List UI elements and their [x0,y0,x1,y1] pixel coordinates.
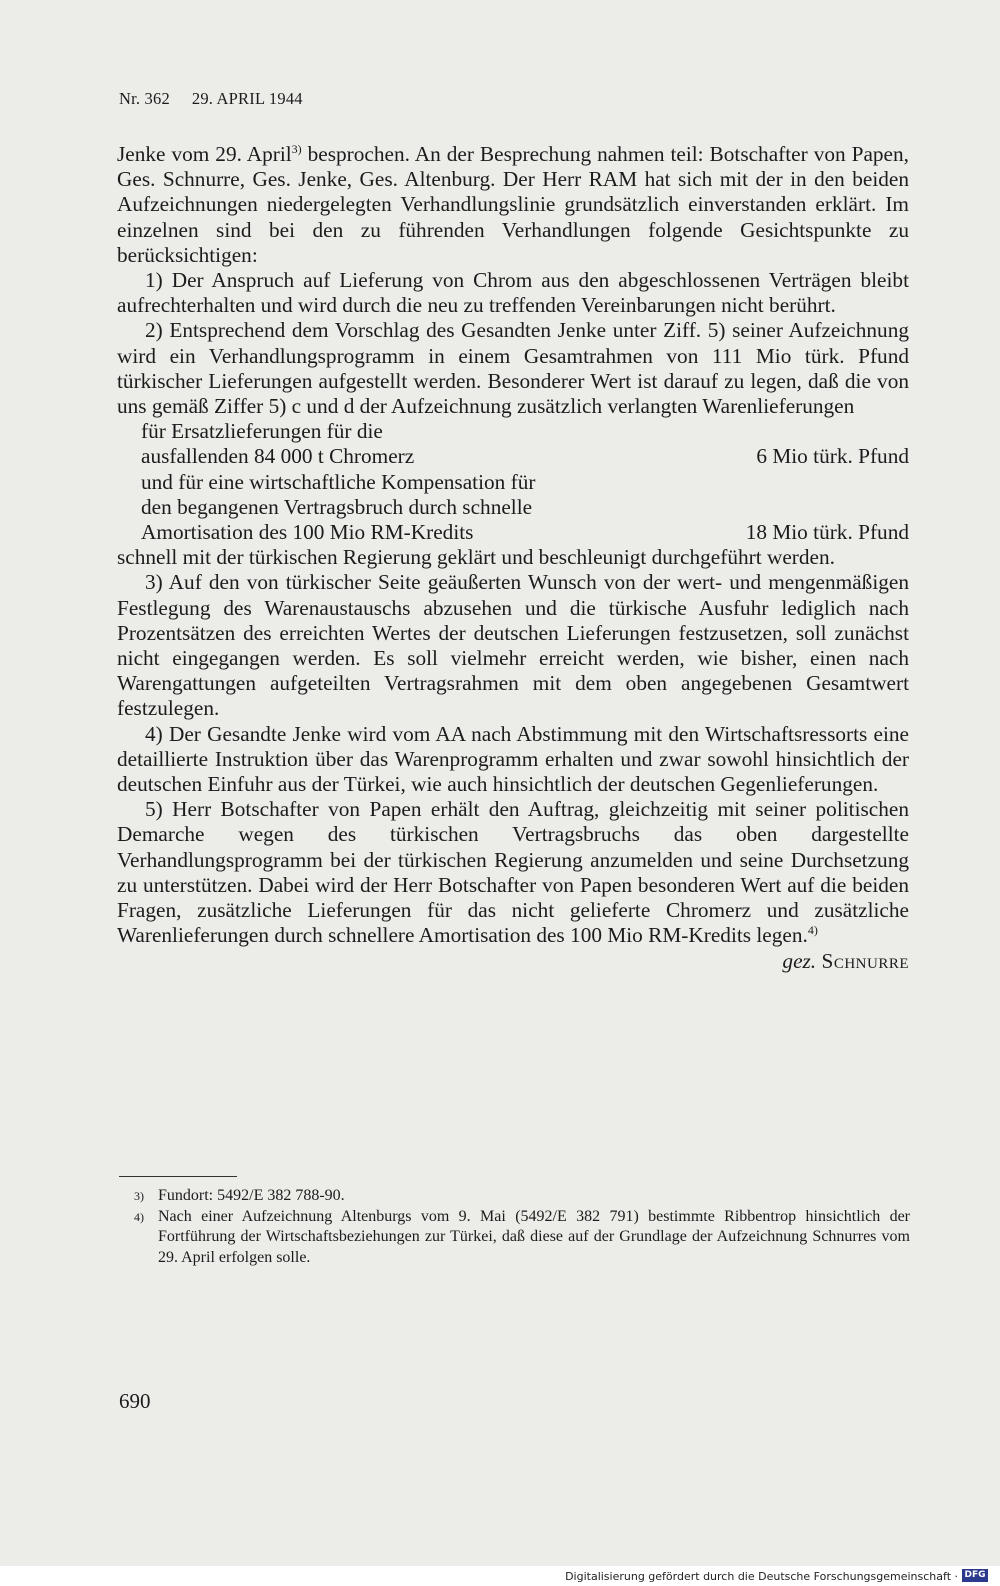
page-number: 690 [119,1389,151,1413]
paragraph: schnell mit der türkischen Regierung geklärt und beschleunigt durchgeführt werden. [117,545,835,570]
paragraph-text: besprochen. An der Besprechung nahmen teil: Botschafter von Papen, Ges. Schnurre, Ges. Jenke, Ges. Altenburg. Der Herr RAM hat sich mit der in den beiden Aufzeichnungen niedergelegten Verhandlungslinie grundsätzlich einverstanden erklärt. Im einzelnen sind bei den zu führenden Verhandlungen folgende Gesichtspunkte zu berücksichtigen: [117,142,909,267]
list-item-label: Amortisation des 100 Mio RM-Kredits [141,520,474,545]
footnote-mark: 3) [134,1189,144,1203]
list-item: für Ersatzlieferungen für die [141,419,383,444]
paragraph: 3) Auf den von türkischer Seite geäußerten Wunsch von der wert- und mengenmäßigen Festlegung des Warenaustauschs abzusehen und die türkische Ausfuhr lediglich nach Prozentsätzen des erreichten Wertes der deutschen Lieferungen festzusetzen, soll zunächst nicht eingegangen werden. Es soll vielmehr erreicht werden, wie bisher, einen nach Warengattungen aufgeteilten Vertragsrahmen mit dem oben angegebenen Gesamtwert festzulegen. [117,570,909,721]
footnote-text: Fundort: 5492/E 382 788-90. [158,1187,345,1204]
footnote-divider [119,1176,237,1177]
signature-name: Schnurre [821,948,909,973]
running-head [119,89,303,109]
paragraph-text: 5) Herr Botschafter von Papen erhält den Auftrag, gleichzeitig mit seiner politischen Demarche wegen des türkischen Vertragsbruchs das oben dargestellte Verhandlungsprogramm bei der türkischen Regierung anzumelden und seine Durchsetzung zu unterstützen. Dabei wird der Herr Botschafter von Papen besonderen Wert auf die beiden Fragen, zusätzliche Lieferungen für das nicht gelieferte Chromerz und zusätzliche Warenlieferungen durch schnellere Amortisation des 100 Mio RM-Kredits legen. [117,797,909,948]
footnotes [134,1186,910,1268]
list-item [117,444,909,469]
footnote [134,1207,910,1269]
list-item-amount: 6 Mio türk. Pfund [756,444,909,469]
footnote-ref[interactable]: 3) [291,142,302,156]
document-number: Nr. 362 [119,89,170,108]
document-date: 29. APRIL 1944 [191,89,303,108]
list-item: und für eine wirtschaftliche Kompensation für [141,469,536,494]
footer-credit: Digitalisierung gefördert durch die Deutsche Forschungsgemeinschaft · [565,1570,958,1583]
list-item [117,520,909,545]
list-item-label: ausfallenden 84 000 t Chromerz [141,444,415,469]
list-item: den begangenen Vertragsbruch durch schnelle [141,494,533,519]
paragraph: 2) Entsprechend dem Vorschlag des Gesandten Jenke unter Ziff. 5) seiner Aufzeichnung wird ein Verhandlungsprogramm in einem Gesamtrahmen von 111 Mio türk. Pfund türkischer Lieferungen aufgestellt werden. Besonderer Wert ist darauf zu legen, daß die von uns gemäß Ziffer 5) c und d der Aufzeichnung zusätzlich verlangten Warenlieferungen [117,318,909,419]
paragraph-text: Jenke vom 29. April [117,142,292,166]
paragraph: 4) Der Gesandte Jenke wird vom AA nach Abstimmung mit den Wirtschaftsressorts eine detaillierte Instruktion über das Warenprogramm erhalten und zwar sowohl hinsichtlich der deutschen Einfuhr aus der Türkei, wie auch hinsichtlich der deutschen Gegenlieferungen. [117,721,909,797]
paragraph [117,797,909,948]
paragraph: 1) Der Anspruch auf Lieferung von Chrom aus den abgeschlossenen Verträgen bleibt aufrechterhalten und wird durch die neu zu treffenden Vereinbarungen nicht berührt. [117,268,909,318]
footnote-text: Nach einer Aufzeichnung Altenburgs vom 9. Mai (5492/E 382 791) bestimmte Ribbentrop hinsichtlich der Fortführung der Wirtschaftsbeziehungen zur Türkei, daß diese auf der Grundlage der Aufzeichnung Schnurres vom 29. April erfolgen solle. [158,1207,910,1266]
footnote-ref[interactable]: 4) [807,923,818,938]
dfg-logo-icon: DFG [962,1569,988,1582]
paragraph [117,142,909,268]
signature [117,949,909,974]
footnote [134,1186,910,1207]
footnote-mark: 4) [134,1209,144,1224]
body-text [117,142,909,974]
signature-prefix: gez. [782,948,817,973]
list-item-amount: 18 Mio türk. Pfund [745,520,909,545]
